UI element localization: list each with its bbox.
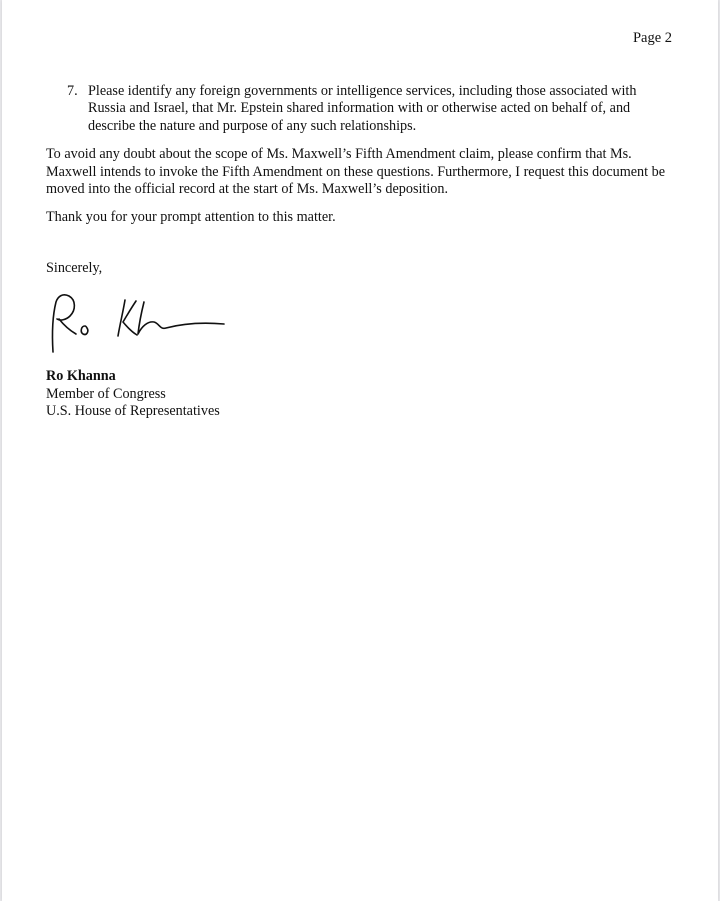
paragraph-scope: To avoid any doubt about the scope of Ms. Maxwell’s Fifth Amendment claim, please confirm that Ms. Maxwell intends to invoke the Fifth Amendment on these questions. Furthermore, I request this document be moved into the official record at the start of Ms. Maxwell’s deposition. xyxy=(46,146,666,198)
signer-name: Ro Khanna xyxy=(46,368,116,385)
list-text: Please identify any foreign governments or intelligence services, including those associated with Russia and Israel, that Mr. Epstein shared information with or otherwise acted on behalf of, and describe the nature and purpose of any such relationships. xyxy=(88,83,637,134)
closing: Sincerely, xyxy=(46,259,103,276)
paragraph-thanks: Thank you for your prompt attention to this matter. xyxy=(46,209,336,226)
list-item xyxy=(46,83,672,135)
signer-title: Member of Congress xyxy=(46,385,166,402)
document-page xyxy=(2,0,718,901)
letter-body xyxy=(46,83,672,420)
signature-block xyxy=(46,368,672,420)
signer-org: U.S. House of Representatives xyxy=(46,403,220,420)
handwritten-signature xyxy=(46,288,236,358)
list-number: 7. xyxy=(67,83,78,99)
page-number: Page 2 xyxy=(632,30,672,46)
